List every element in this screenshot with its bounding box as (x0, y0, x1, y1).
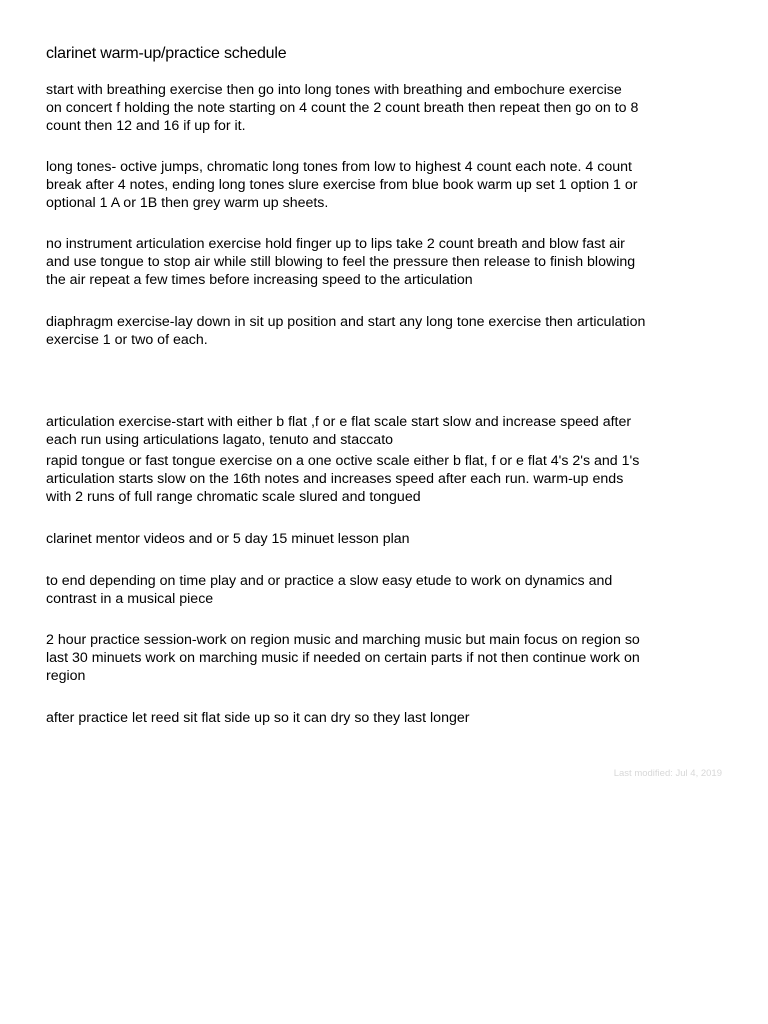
paragraph-line: no instrument articulation exercise hold finger up to lips take 2 count breath and blow fast air (46, 236, 625, 252)
paragraph-long-tones (46, 158, 736, 212)
paragraph-line: each run using articulations lagato, tenuto and staccato (46, 432, 394, 448)
paragraph-line: start with breathing exercise then go into long tones with breathing and embochure exercise (46, 82, 622, 98)
paragraph-reed-care (46, 709, 736, 727)
paragraph-line: rapid tongue or fast tongue exercise on a one octive scale either b flat, f or e flat 4's 2's and 1's (46, 453, 640, 469)
paragraph-line: long tones- octive jumps, chromatic long tones from low to highest 4 count each note. 4 count (46, 159, 632, 175)
paragraph-line: region (46, 668, 86, 684)
paragraph-diaphragm (46, 313, 736, 349)
paragraph-etude (46, 572, 736, 608)
paragraph-practice-session (46, 631, 736, 685)
paragraph-articulation (46, 413, 736, 449)
paragraph-no-instrument (46, 235, 736, 289)
paragraph-line: after practice let reed sit flat side up so it can dry so they last longer (46, 710, 470, 726)
paragraph-line: articulation exercise-start with either b flat ,f or e flat scale start slow and increase speed after (46, 414, 632, 430)
paragraph-line: exercise 1 or two of each. (46, 332, 208, 348)
paragraph-line: count then 12 and 16 if up for it. (46, 118, 246, 134)
paragraph-line: on concert f holding the note starting on 4 count the 2 count breath then repeat then go on to 8 (46, 100, 639, 116)
paragraph-line: 2 hour practice session-work on region music and marching music but main focus on region so (46, 632, 640, 648)
page-title: clarinet warm-up/practice schedule (46, 45, 287, 62)
paragraph-line: contrast in a musical piece (46, 591, 214, 607)
paragraph-line: with 2 runs of full range chromatic scale slured and tongued (46, 489, 421, 505)
paragraph-breathing (46, 81, 736, 135)
paragraph-line: last 30 minuets work on marching music if needed on certain parts if not then continue work on (46, 650, 640, 666)
paragraph-line: optional 1 A or 1B then grey warm up sheets. (46, 195, 329, 211)
paragraph-line: diaphragm exercise-lay down in sit up position and start any long tone exercise then articulation (46, 314, 646, 330)
paragraph-mentor-videos (46, 530, 736, 548)
paragraph-line: break after 4 notes, ending long tones slure exercise from blue book warm up set 1 option 1 or (46, 177, 638, 193)
paragraph-line: clarinet mentor videos and or 5 day 15 minuet lesson plan (46, 531, 410, 547)
paragraph-rapid-tongue (46, 452, 736, 506)
paragraph-line: to end depending on time play and or practice a slow easy etude to work on dynamics and (46, 573, 613, 589)
paragraph-line: the air repeat a few times before increasing speed to the articulation (46, 272, 473, 288)
paragraph-line: and use tongue to stop air while still blowing to feel the pressure then release to finish blowing (46, 254, 636, 270)
paragraph-line: articulation starts slow on the 16th notes and increases speed after each run. warm-up ends (46, 471, 624, 487)
last-modified-footer: Last modified: Jul 4, 2019 (613, 768, 722, 779)
